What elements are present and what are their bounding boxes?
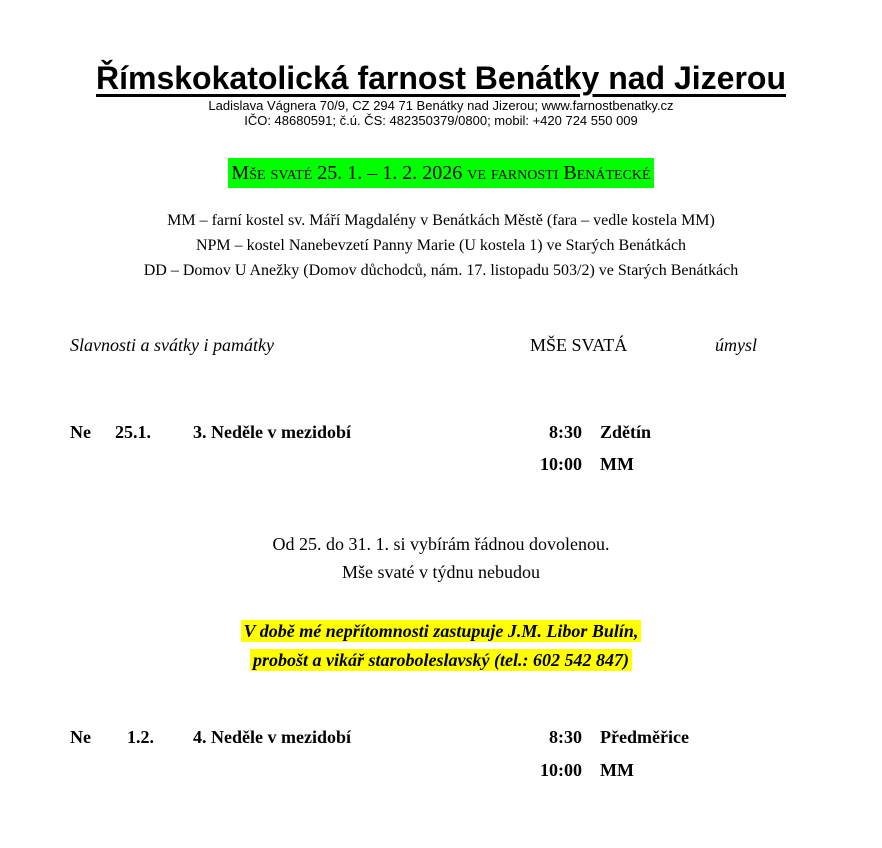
day-date: 1.2.: [127, 727, 154, 747]
day-feast: 3. Neděle v mezidobí: [193, 422, 351, 442]
mass-time: 8:30: [549, 422, 582, 442]
address-line-1: Ladislava Vágnera 70/9, CZ 294 71 Benátky nad Jizerou; www.farnostbenatky.cz: [208, 98, 674, 113]
vacation-notice: [0, 530, 882, 586]
substitute-line-1: V době mé nepřítomnosti zastupuje J.M. Libor Bulín,: [241, 620, 642, 642]
mass-time: 8:30: [549, 727, 582, 747]
substitute-line-2: probošt a vikář staroboleslavský (tel.: 602 542 847): [250, 649, 632, 671]
column-header-feasts: Slavnosti a svátky i památky: [70, 335, 274, 355]
vacation-notice-line-1: Od 25. do 31. 1. si vybírám řádnou dovolenou.: [272, 534, 610, 554]
column-header-mass: MŠE SVATÁ: [530, 335, 628, 355]
legend-line-dd: DD – Domov U Anežky (Domov důchodců, nám. 17. listopadu 503/2) ve Starých Benátkách: [143, 262, 739, 279]
day-date: 25.1.: [115, 422, 151, 442]
vacation-notice-line-2: Mše svaté v týdnu nebudou: [342, 562, 540, 582]
day-weekday: Ne: [70, 422, 91, 442]
parish-address: [0, 98, 882, 128]
column-header-intention: úmysl: [715, 335, 757, 355]
mass-place: MM: [600, 760, 634, 780]
legend-line-npm: NPM – kostel Nanebevzetí Panny Marie (U kostela 1) ve Starých Benátkách: [195, 237, 687, 254]
day-feast: 4. Neděle v mezidobí: [193, 727, 351, 747]
church-legend: [0, 208, 882, 283]
parish-title-text: Římskokatolická farnost Benátky nad Jizerou: [96, 60, 786, 96]
legend-line-mm: MM – farní kostel sv. Máří Magdalény v Benátkách Městě (fara – vedle kostela MM): [167, 212, 715, 229]
mass-place: Předměřice: [600, 727, 689, 747]
mass-place: MM: [600, 454, 634, 474]
address-line-2: IČO: 48680591; č.ú. ČS: 482350379/0800; mobil: +420 724 550 009: [244, 113, 638, 128]
schedule-banner: [0, 158, 882, 188]
schedule-banner-text: Mše svaté 25. 1. – 1. 2. 2026 ve farnosti Benátecké: [228, 158, 653, 188]
mass-place: Zdětín: [600, 422, 652, 442]
mass-time: 10:00: [540, 760, 582, 780]
substitute-priest-notice: [0, 617, 882, 675]
mass-time: 10:00: [540, 454, 582, 474]
parish-title: [0, 58, 882, 98]
day-weekday: Ne: [70, 727, 91, 747]
